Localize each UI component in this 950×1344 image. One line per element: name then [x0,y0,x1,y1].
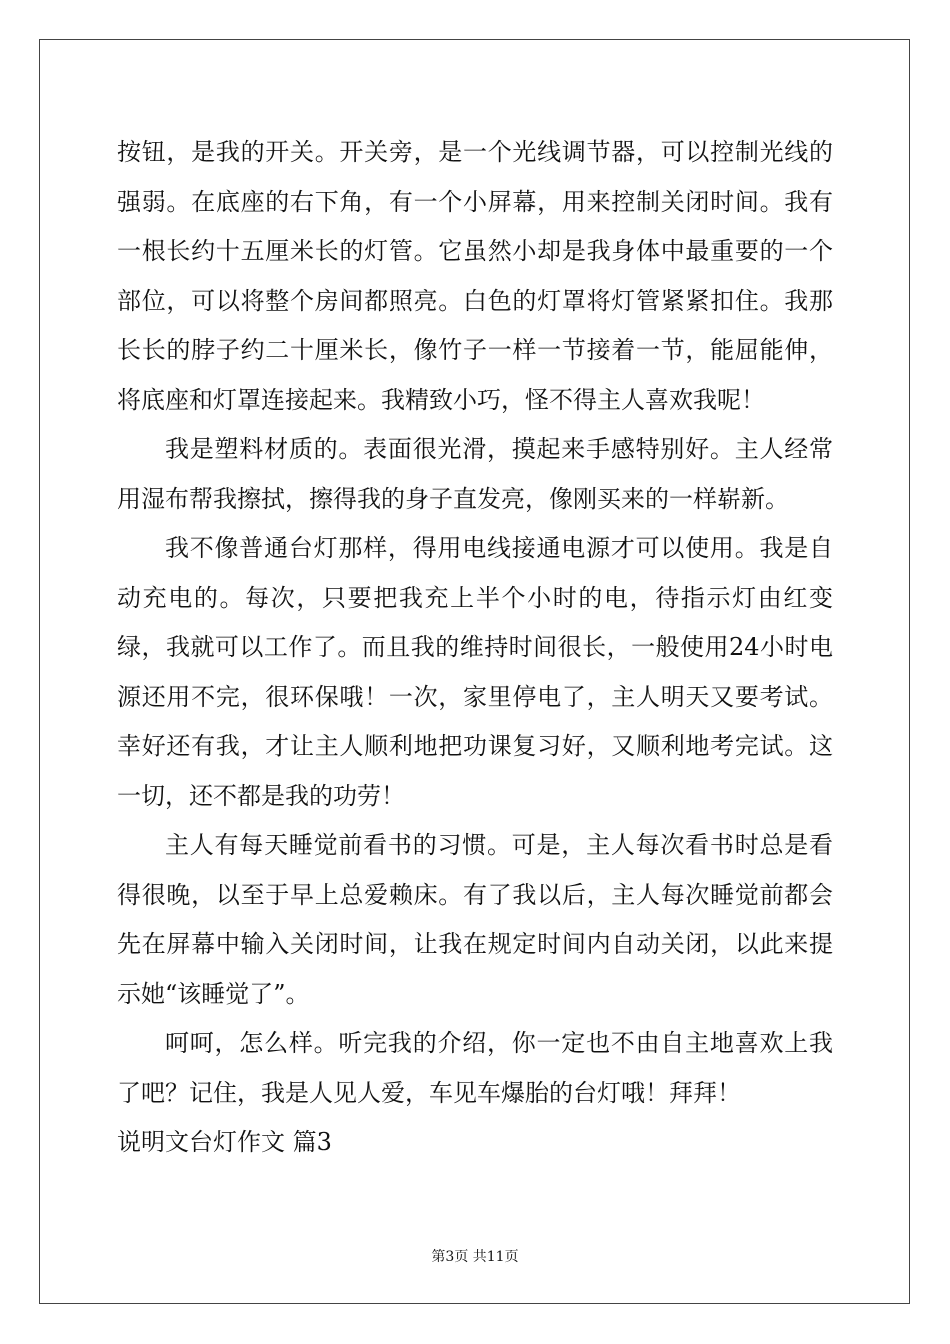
page-footer: 第3页 共11页 [431,1249,519,1265]
document-body [117,128,833,1168]
paragraph-1: 按钮，是我的开关。开关旁，是一个光线调节器，可以控制光线的强弱。在底座的右下角，有一个小屏幕，用来控制关闭时间。我有一根长约十五厘米长的灯管。它虽然小却是我身体中最重要的一个部位，可以将整个房间都照亮。白色的灯罩将灯管紧紧扣住。我那长长的脖子约二十厘米长，像竹子一样一节接着一节，能屈能伸，将底座和灯罩连接起来。我精致小巧，怪不得主人喜欢我呢！ [117,138,833,414]
paragraph-3: 我不像普通台灯那样，得用电线接通电源才可以使用。我是自动充电的。每次，只要把我充上半个小时的电，待指示灯由红变绿，我就可以工作了。而且我的维持时间很长，一般使用24小时电源还用不完，很环保哦！一次，家里停电了，主人明天又要考试。幸好还有我，才让主人顺利地把功课复习好，又顺利地考完试。这一切，还不都是我的功劳！ [117,534,833,810]
paragraph-2: 我是塑料材质的。表面很光滑，摸起来手感特别好。主人经常用湿布帮我擦拭，擦得我的身子直发亮，像刚买来的一样崭新。 [117,435,833,513]
paragraph-5: 呵呵，怎么样。听完我的介绍，你一定也不由自主地喜欢上我了吧？记住，我是人见人爱，车见车爆胎的台灯哦！拜拜！ [117,1029,833,1107]
section-heading: 说明文台灯作文 篇3 [117,1128,332,1156]
paragraph-4: 主人有每天睡觉前看书的习惯。可是，主人每次看书时总是看得很晚，以至于早上总爱赖床。有了我以后，主人每次睡觉前都会先在屏幕中输入关闭时间，让我在规定时间内自动关闭，以此来提示她“该睡觉了”。 [117,831,833,1008]
